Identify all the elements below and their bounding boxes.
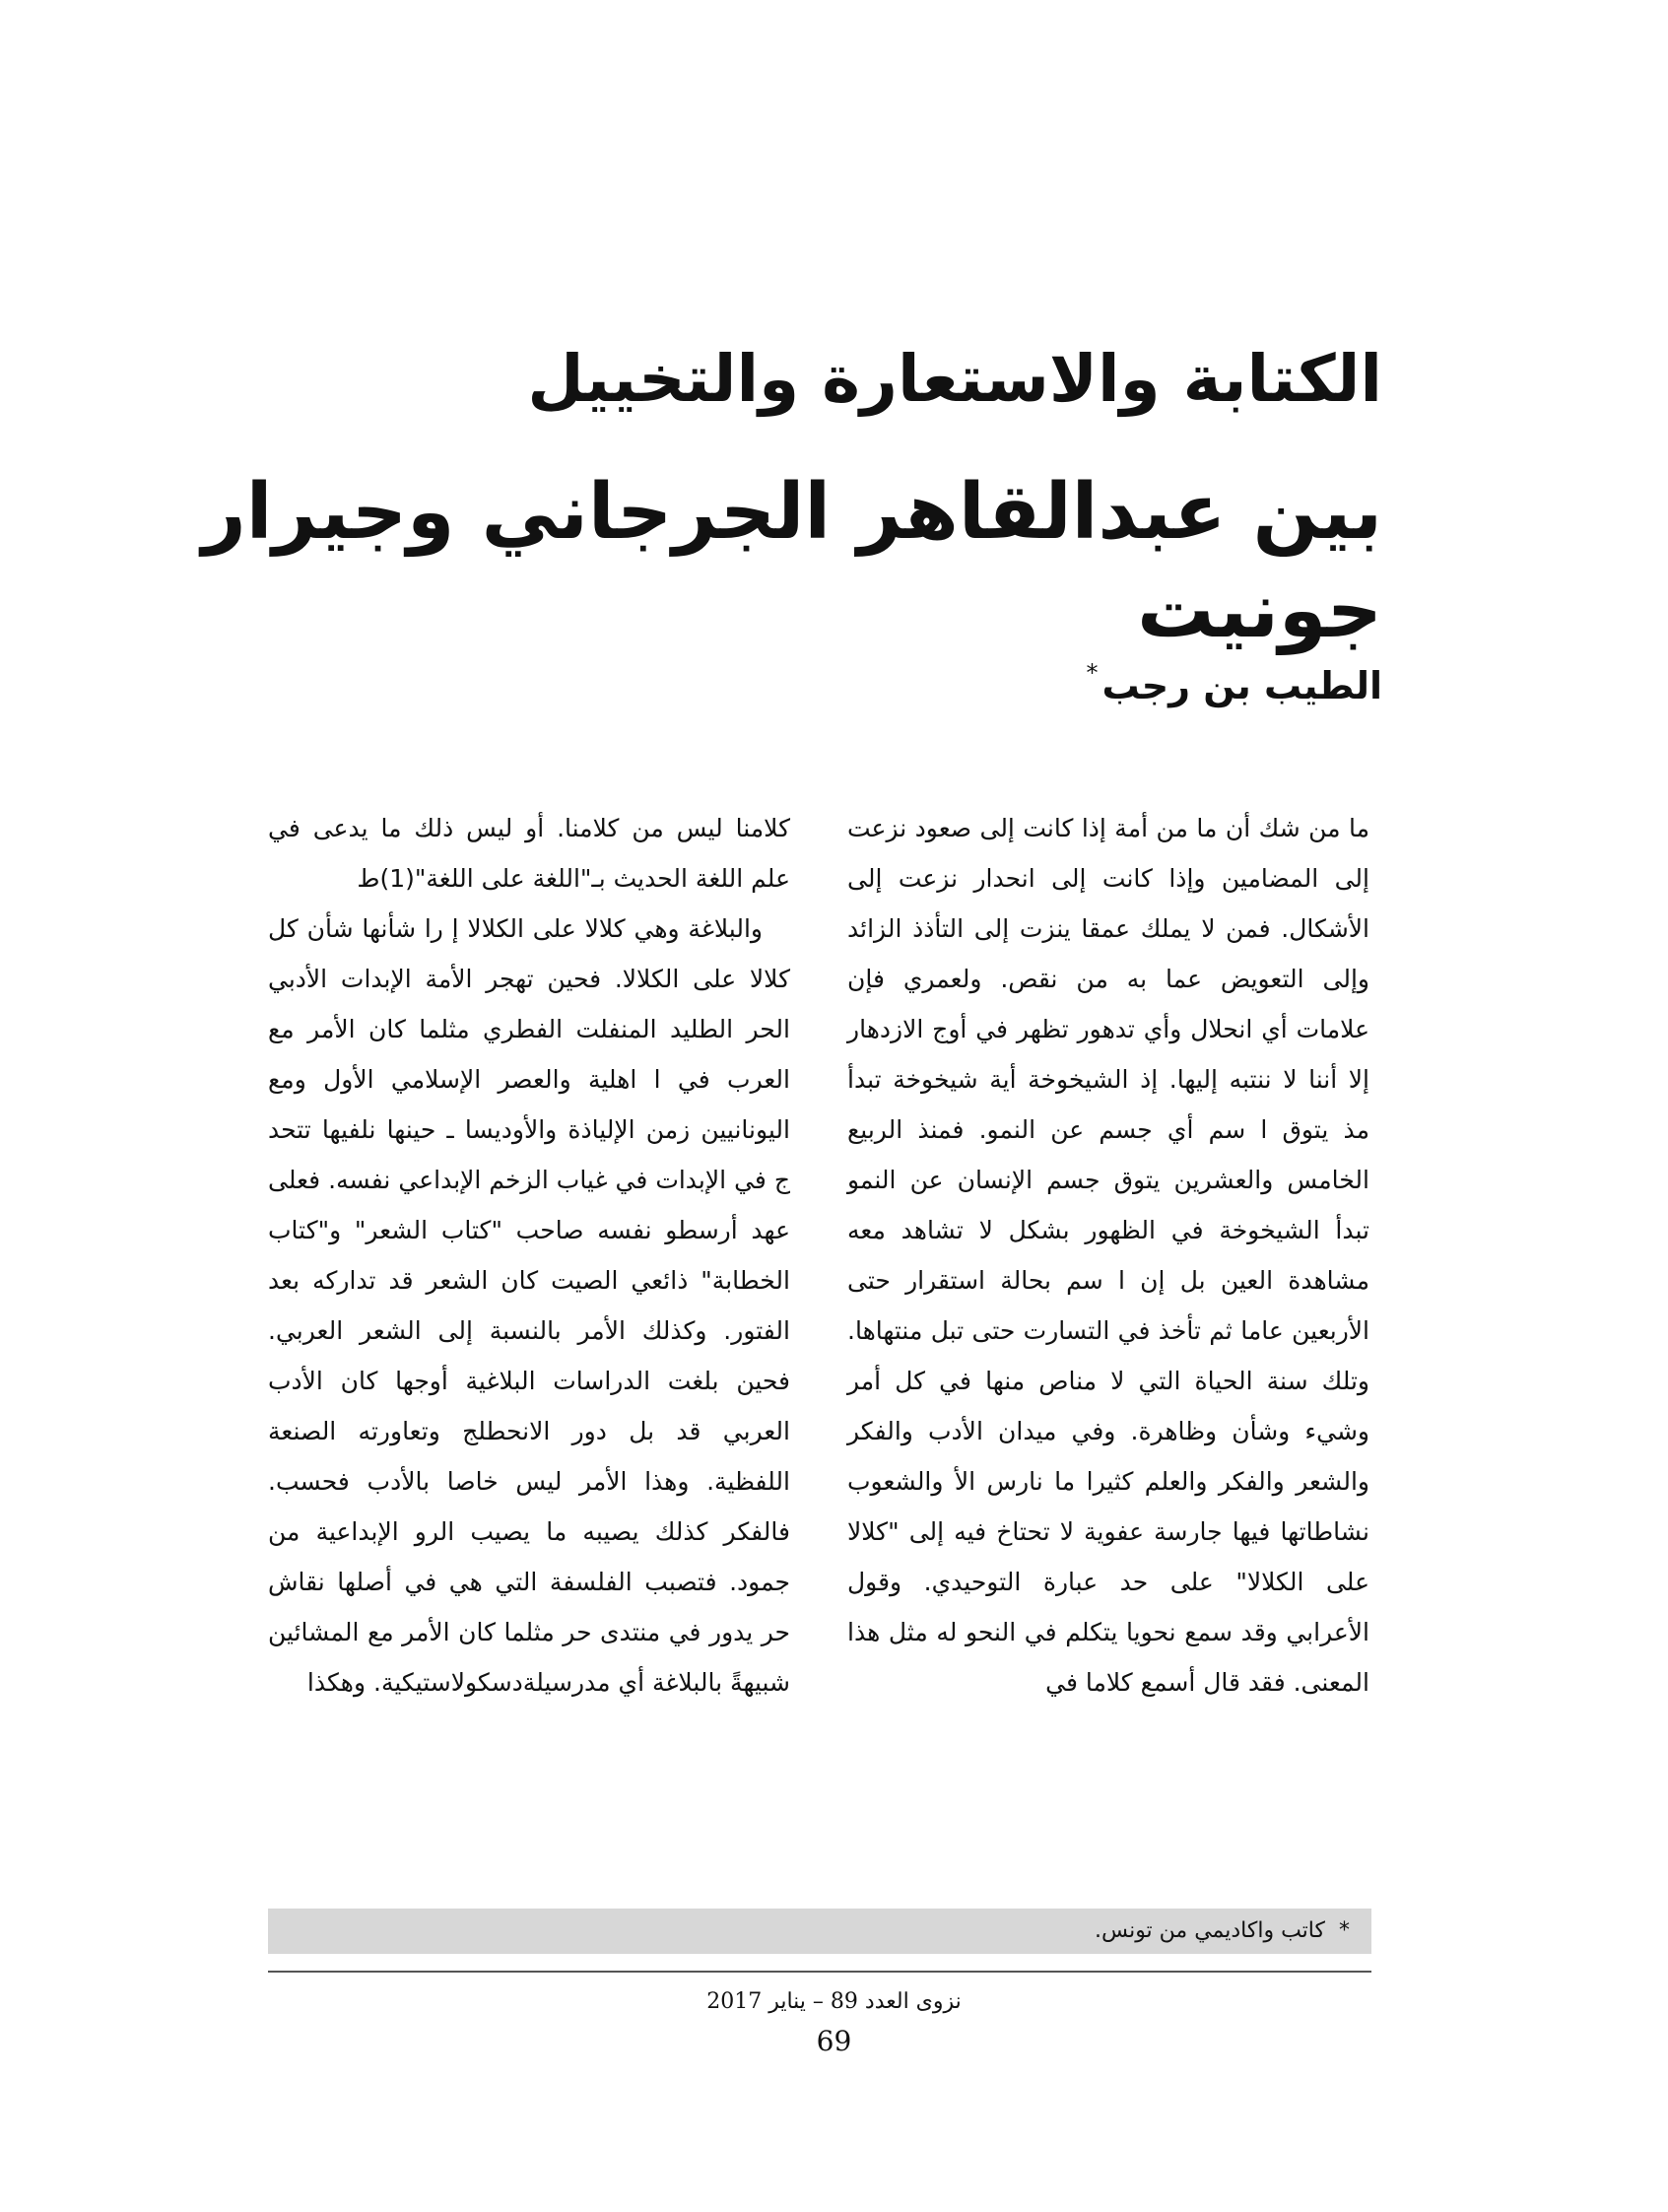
body-column-right — [847, 803, 1369, 1708]
footnote-text: كاتب واكاديمي من تونس. — [1095, 1918, 1325, 1943]
paragraph: كلامنا ليس من كلامنا. أو ليس ذلك ما يدعى في علم اللغة الحديث بـ"اللغة على اللغة"(1)ط — [268, 814, 790, 893]
issue-line: نزوى العدد 89 – يناير 2017 — [706, 1989, 962, 2014]
author-name — [693, 645, 1382, 713]
paragraph: والبلاغة وهي كلالا على الكلالا إ را شأنها شأن كل كلالا على الكلالا. فحين تهجر الأمة الإبدات الأدبي الحر الطليد المنفلت الفطري مثلما كان الأمر مع العرب في ا اهلية والعصر الإسلامي الأول ومع اليونانيين زمن الإلياذة والأوديسا ـ حينها نلفيها تتحد ج في الإبدات في غياب الزخم الإبداعي نفسه. فعلى عهد أرسطو نفسه صاحب "كتاب الشعر" و"كتاب الخطابة" ذائعي الصيت كان الشعر قد تداركه بعد الفتور. وكذلك الأمر بالنسبة إلى الشعر العربي. فحين بلغت الدراسات البلاغية أوجها كان الأدب العربي قد بل دور الانحطلج وتعاورته الصنعة اللفظية. وهذا الأمر ليس خاصا بالأدب فحسب. فالفكر كذلك يصيبه ما يصيب الرو الإبداعية من جمود. فتصبب الفلسفة التي هي في أصلها نقاش حر يدور في منتدى حر مثلما كان الأمر مع المشائين شبيهةً بالبلاغة أي مدرسيلةدسكولاستيكية. وهكذا — [268, 914, 790, 1697]
footnote-marker: * — [1339, 1918, 1350, 1943]
author-footnote-marker: * — [1086, 659, 1099, 687]
paragraph: ما من شك أن ما من أمة إذا كانت إلى صعود نزعت إلى المضامين وإذا كانت إلى انحدار نزعت إلى الأشكال. فمن لا يملك عمقا ينزت إلى التأذذ الزائد وإلى التعويض عما به من نقص. ولعمري فإن علامات أي انحلال وأي تدهور تظهر في أوج الازدهار إلا أننا لا ننتبه إليها. إذ الشيخوخة أية شيخوخة تبدأ مذ يتوق ا سم أي جسم عن النمو. فمنذ الربيع الخامس والعشرين يتوق جسم الإنسان عن النمو تبدأ الشيخوخة في الظهور بشكل لا تشاهد معه مشاهدة العين بل إن ا سم بحالة استقرار حتى الأربعين عاما ثم تأخذ في التسارت حتى تبل منتهاها. وتلك سنة الحياة التي لا مناص منها في كل أمر وشيء وشأن وظاهرة. وفي ميدان الأدب والفكر والشعر والفكر والعلم كثيرا ما نارس الأ والشعوب نشاطاتها فيها جارسة عفوية لا تحتاخ فيه إلى "كلالا على الكلالا" على حد عبارة التوحيدي. وقول الأعرابي وقد سمع نحويا يتكلم في النحو له مثل هذا المعنى. فقد قال أسمع كلاما في — [847, 814, 1369, 1697]
footnote — [1095, 1914, 1350, 1948]
page-number: 69 — [816, 2025, 852, 2057]
footer-divider — [268, 1971, 1371, 1973]
title-line-1: الكتابة والاستعارة والتخييل — [527, 341, 1382, 417]
body-column-left — [268, 803, 790, 1708]
footnote-box — [268, 1909, 1371, 1954]
author-text: الطيب بن رجب — [1101, 664, 1382, 707]
title-line-2: بين عبدالقاهر الجرجاني وجيرار جونيت — [201, 468, 1382, 655]
